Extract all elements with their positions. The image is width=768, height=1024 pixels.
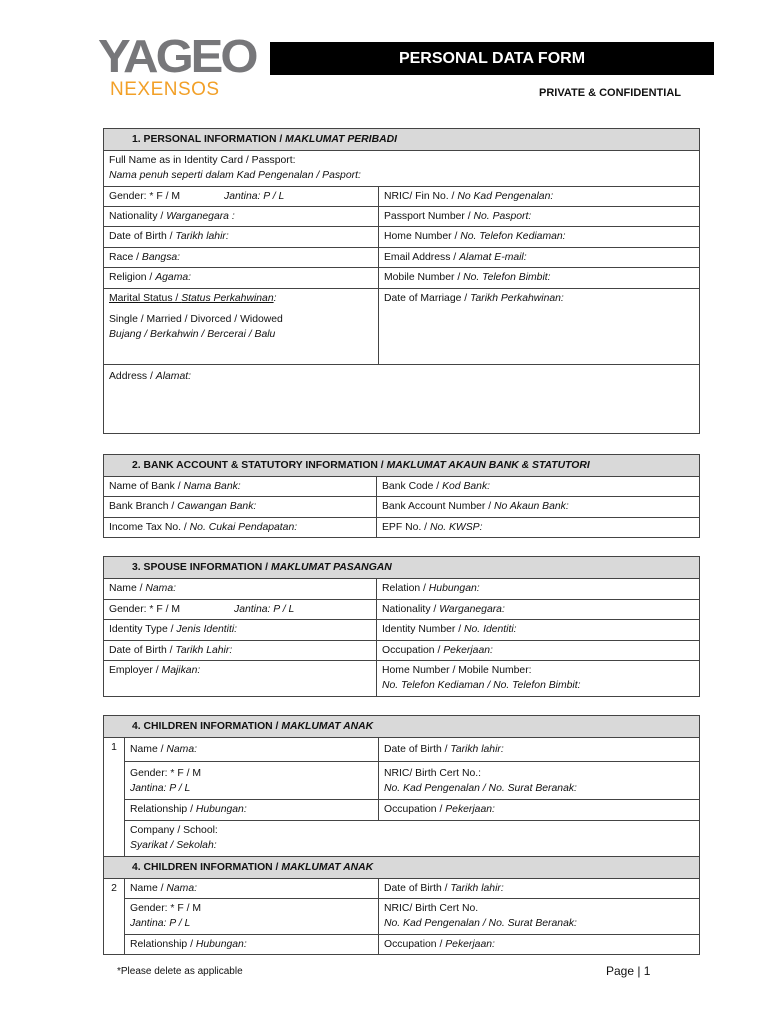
bank-code-field[interactable]: Bank Code / Kod Bank:	[377, 477, 700, 497]
identity-number-field[interactable]: Identity Number / No. Identiti:	[377, 620, 700, 641]
marriage-date-field[interactable]: Date of Marriage / Tarikh Perkahwinan:	[379, 289, 700, 365]
income-tax-field[interactable]: Income Tax No. / No. Cukai Pendapatan:	[104, 518, 377, 538]
religion-field[interactable]: Religion / Agama:	[104, 268, 379, 289]
bank-info-section	[103, 454, 700, 538]
dob-field[interactable]: Date of Birth / Tarikh lahir:	[104, 227, 379, 248]
mobile-field[interactable]: Mobile Number / No. Telefon Bimbit:	[379, 268, 700, 289]
confidential-label: PRIVATE & CONFIDENTIAL	[539, 87, 681, 99]
spouse-name-field[interactable]: Name / Nama:	[104, 579, 377, 600]
child-company-field[interactable]: Company / School: Syarikat / Sekolah:	[125, 821, 700, 857]
child-name-field[interactable]: Name / Nama:	[125, 879, 379, 899]
bank-branch-field[interactable]: Bank Branch / Cawangan Bank:	[104, 497, 377, 518]
email-field[interactable]: Email Address / Alamat E-mail:	[379, 248, 700, 268]
employer-field[interactable]: Employer / Majikan:	[104, 661, 377, 697]
child-name-field[interactable]: Name / Nama:	[125, 738, 379, 762]
yageo-logo: YAGEO	[98, 31, 256, 83]
spouse-gender-field[interactable]: Gender: * F / M Jantina: P / L	[104, 600, 377, 620]
child-cert-field[interactable]: NRIC/ Birth Cert No.: No. Kad Pengenalan / No. Surat Beranak:	[379, 762, 700, 800]
passport-field[interactable]: Passport Number / No. Pasport:	[379, 207, 700, 227]
spouse-phones-field[interactable]: Home Number / Mobile Number: No. Telefon Kediaman / No. Telefon Bimbit:	[377, 661, 700, 697]
fullname-field[interactable]: Full Name as in Identity Card / Passport: Nama penuh seperti dalam Kad Pengenalan / Pasport:	[104, 151, 700, 187]
section-header: 1. PERSONAL INFORMATION / MAKLUMAT PERIBADI	[104, 129, 700, 151]
form-title: PERSONAL DATA FORM	[270, 42, 714, 75]
section-header: 4. CHILDREN INFORMATION / MAKLUMAT ANAK	[104, 716, 700, 738]
bank-name-field[interactable]: Name of Bank / Nama Bank:	[104, 477, 377, 497]
child-number: 1	[104, 738, 125, 857]
footnote: *Please delete as applicable	[117, 966, 243, 977]
spouse-nationality-field[interactable]: Nationality / Warganegara:	[377, 600, 700, 620]
epf-field[interactable]: EPF No. / No. KWSP:	[377, 518, 700, 538]
section-header: 4. CHILDREN INFORMATION / MAKLUMAT ANAK	[104, 857, 700, 879]
child-cert-field[interactable]: NRIC/ Birth Cert No. No. Kad Pengenalan / No. Surat Beranak:	[379, 899, 700, 935]
nric-field[interactable]: NRIC/ Fin No. / No Kad Pengenalan:	[379, 187, 700, 207]
section-header: 3. SPOUSE INFORMATION / MAKLUMAT PASANGAN	[104, 557, 700, 579]
address-field[interactable]: Address / Alamat:	[104, 365, 700, 434]
page-number: Page | 1	[606, 964, 651, 978]
child-relationship-field[interactable]: Relationship / Hubungan:	[125, 935, 379, 955]
child-occupation-field[interactable]: Occupation / Pekerjaan:	[379, 800, 700, 821]
child-gender-field[interactable]: Gender: * F / M Jantina: P / L	[125, 762, 379, 800]
spouse-info-section	[103, 556, 700, 697]
child-gender-field[interactable]: Gender: * F / M Jantina: P / L	[125, 899, 379, 935]
personal-info-section	[103, 128, 700, 434]
home-number-field[interactable]: Home Number / No. Telefon Kediaman:	[379, 227, 700, 248]
child-occupation-field[interactable]: Occupation / Pekerjaan:	[379, 935, 700, 955]
marital-status-field[interactable]: Marital Status / Status Perkahwinan: Single / Married / Divorced / Widowed Bujang / Berkahwin / Bercerai / Balu	[104, 289, 379, 365]
spouse-occupation-field[interactable]: Occupation / Pekerjaan:	[377, 641, 700, 661]
identity-type-field[interactable]: Identity Type / Jenis Identiti:	[104, 620, 377, 641]
gender-field[interactable]: Gender: * F / M Jantina: P / L	[104, 187, 379, 207]
nationality-field[interactable]: Nationality / Warganegara :	[104, 207, 379, 227]
nexensos-logo: NEXENSOS	[110, 79, 220, 100]
spouse-dob-field[interactable]: Date of Birth / Tarikh Lahir:	[104, 641, 377, 661]
section-header: 2. BANK ACCOUNT & STATUTORY INFORMATION / MAKLUMAT AKAUN BANK & STATUTORI	[104, 455, 700, 477]
children-info-section	[103, 715, 700, 955]
bank-account-field[interactable]: Bank Account Number / No Akaun Bank:	[377, 497, 700, 518]
child-dob-field[interactable]: Date of Birth / Tarikh lahir:	[379, 738, 700, 762]
race-field[interactable]: Race / Bangsa:	[104, 248, 379, 268]
relation-field[interactable]: Relation / Hubungan:	[377, 579, 700, 600]
child-dob-field[interactable]: Date of Birth / Tarikh lahir:	[379, 879, 700, 899]
child-number: 2	[104, 879, 125, 955]
child-relationship-field[interactable]: Relationship / Hubungan:	[125, 800, 379, 821]
